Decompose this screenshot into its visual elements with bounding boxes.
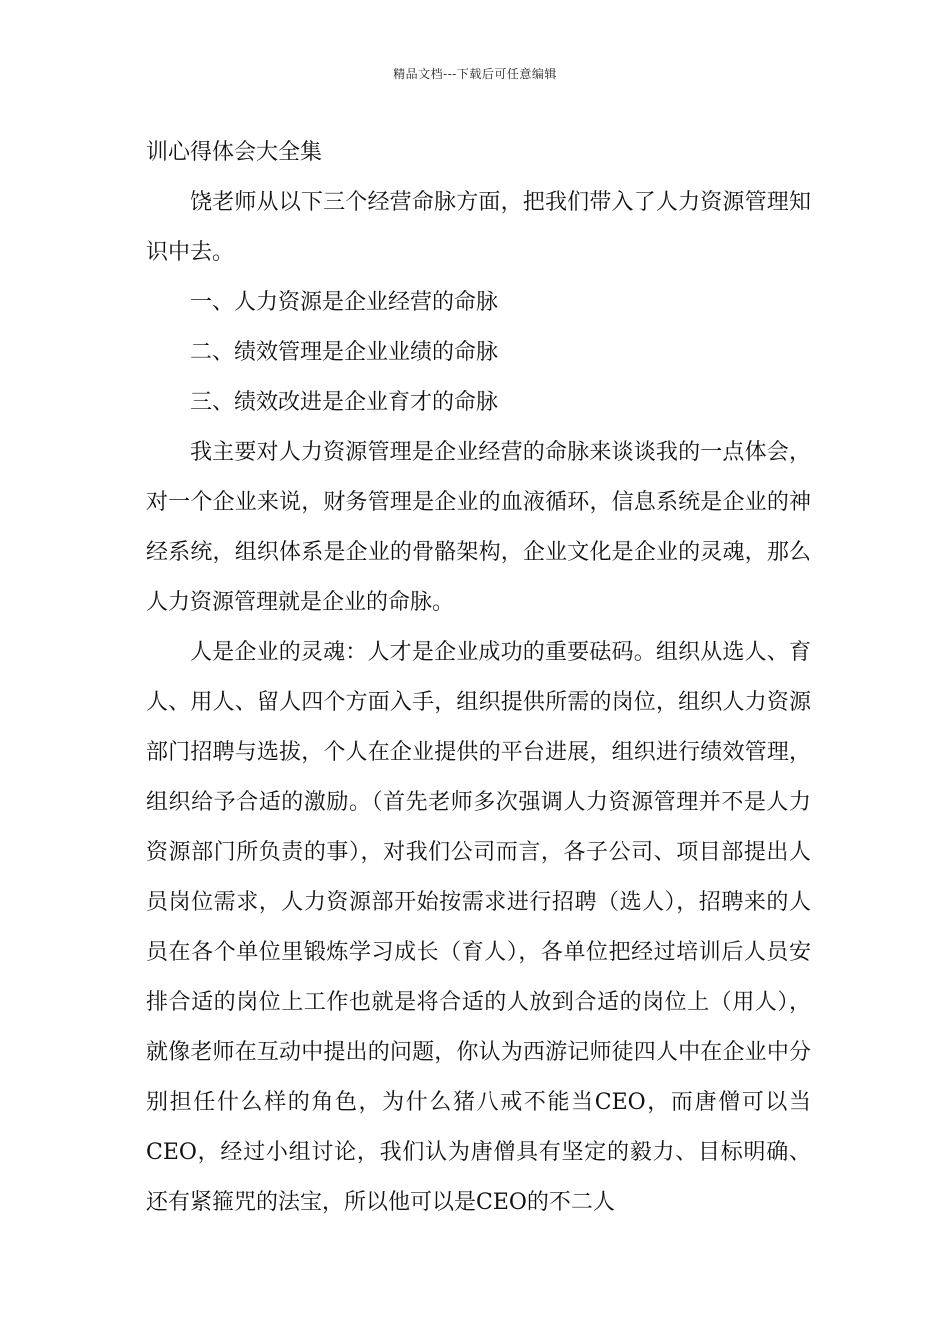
list-item-3: 三、绩效改进是企业育才的命脉: [190, 390, 499, 415]
paragraph-main-experience: 我主要对人力资源管理是企业经营的命脉来谈谈我的一点体会，对一个企业来说，财务管理是企业的血液循环，信息系统是企业的神经系统，组织体系是企业的骨骼架构，企业文化是企业的灵魂，那么人力资源管理就是企业的命脉。: [146, 440, 811, 615]
list-item-1: 一、人力资源是企业经营的命脉: [190, 290, 499, 315]
paragraph-people-talent: 人是企业的灵魂：人才是企业成功的重要砝码。组织从选人、育人、用人、留人四个方面入手，组织提供所需的岗位，组织人力资源部门招聘与选拔，个人在企业提供的平台进展，组织进行绩效管理，组织给予合适的激励。（首先老师多次强调人力资源管理并不是人力资源部门所负责的事），对我们公司而言，各子公司、项目部提出人员岗位需求，人力资源部开始按需求进行招聘（选人），招聘来的人员在各个单位里锻炼学习成长（育人），各单位把经过培训后人员安排合适的岗位上工作也就是将合适的人放到合适的岗位上（用人），就像老师在互动中提出的问题，你认为西游记师徒四人中在企业中分别担任什么样的角色，为什么猪八戒不能当CEO，而唐僧可以当CEO，经过小组讨论，我们认为唐僧具有坚定的毅力、目标明确、还有紧箍咒的法宝，所以他可以是CEO的不二人: [146, 640, 811, 1215]
paragraph-intro: 饶老师从以下三个经营命脉方面，把我们带入了人力资源管理知识中去。: [146, 190, 811, 265]
document-body: [146, 128, 811, 1228]
title-fragment: 训心得体会大全集: [146, 140, 323, 165]
list-item-2: 二、绩效管理是企业业绩的命脉: [190, 340, 499, 365]
page-header: 精品文档---下载后可任意编辑: [393, 67, 557, 81]
